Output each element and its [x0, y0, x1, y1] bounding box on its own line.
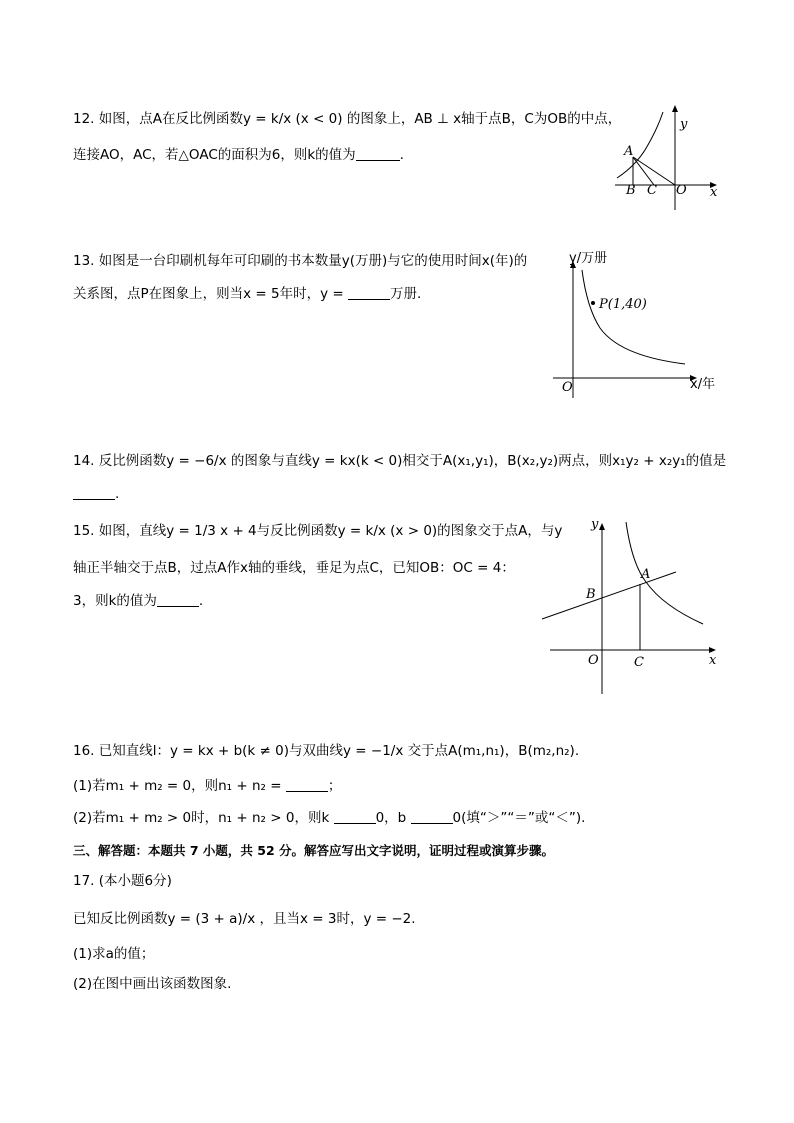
- q13-figure: [545, 248, 725, 403]
- q15-line1: 15. 如图，直线y = 1/3 x + 4与反比例函数y = k/x (x > 0)的图象交于点A，与y: [73, 523, 563, 539]
- q16-line3-text: (2)若m₁ + m₂ > 0时，n₁ + n₂ > 0，则k: [73, 810, 330, 826]
- answer-blank[interactable]: [73, 487, 115, 500]
- answer-blank[interactable]: [411, 811, 453, 824]
- q13-line2: [73, 285, 421, 303]
- y-arrow: [599, 523, 605, 530]
- q15-line3-text: 3，则k的值为: [73, 593, 157, 609]
- q17-title: 17. (本小题6分): [73, 873, 172, 889]
- label-x: x: [710, 185, 718, 200]
- q12-line2: [73, 146, 404, 164]
- q16-line2-text: (1)若m₁ + m₂ = 0，则n₁ + n₂ =: [73, 778, 282, 794]
- label-a: A: [624, 144, 634, 159]
- answer-blank[interactable]: [286, 779, 328, 792]
- label-y: y: [680, 117, 688, 132]
- label-c: C: [634, 655, 644, 670]
- q16-line2: [73, 777, 341, 795]
- q12-line2-text: 连接AO，AC，若△OAC的面积为6，则k的值为: [73, 147, 356, 163]
- q14-line1: 14. 反比例函数y = −6/x 的图象与直线y = kx(k < 0)相交于A(x₁,y₁)，B(x₂,y₂)两点，则x₁y₂ + x₂y₁的值是: [73, 453, 727, 469]
- q17-line1: 已知反比例函数y = (3 + a)/x ，且当x = 3时，y = −2.: [73, 911, 416, 927]
- q16-line3: [73, 809, 585, 827]
- point-p: [591, 301, 595, 305]
- label-p: P(1,40): [599, 297, 647, 312]
- q14-line2: [73, 485, 119, 503]
- q12-line1: 12. 如图，点A在反比例函数y = k/x (x < 0) 的图象上，AB ⊥ x轴于点B，C为OB的中点，: [73, 111, 622, 127]
- q16-line1: 16. 已知直线l：y = kx + b(k ≠ 0)与双曲线y = −1/x 交于点A(m₁,n₁)，B(m₂,n₂).: [73, 743, 580, 759]
- q12-line2-end: .: [399, 147, 404, 163]
- q13-line2-text: 关系图，点P在图象上，则当x = 5年时，y =: [73, 286, 344, 302]
- line: [542, 572, 676, 619]
- answer-blank[interactable]: [157, 594, 199, 607]
- label-c: C: [647, 183, 657, 198]
- q15-line2: 轴正半轴交于点B，过点A作x轴的垂线，垂足为点C，已知OB：OC = 4：: [73, 560, 515, 576]
- answer-blank[interactable]: [348, 287, 390, 300]
- answer-blank[interactable]: [356, 148, 400, 161]
- label-b: B: [586, 587, 596, 602]
- label-y: y: [591, 517, 599, 532]
- q16-line3-end: 0(填“＞”“＝”或“＜”).: [452, 810, 586, 826]
- curve: [582, 270, 685, 364]
- q17-part1: (1)求a的值；: [73, 946, 155, 962]
- label-o: O: [676, 183, 687, 198]
- section-heading: 三、解答题：本题共 7 小题，共 52 分。解答应写出文字说明，证明过程或演算步骤。: [73, 843, 555, 858]
- segment-ao: [633, 157, 675, 185]
- hyperbola: [626, 522, 703, 624]
- q13-line2-end: 万册.: [390, 286, 422, 302]
- y-arrow: [672, 105, 678, 112]
- label-o: O: [588, 653, 599, 668]
- label-yaxis: y/万册: [569, 251, 608, 266]
- label-o: O: [562, 380, 573, 395]
- q12-figure: [605, 100, 730, 215]
- q15-line3-end: .: [198, 593, 204, 609]
- q16-line3-mid: 0，b: [375, 810, 407, 826]
- label-a: A: [641, 567, 651, 582]
- label-xaxis: x/年: [690, 377, 716, 392]
- q15-figure: [538, 514, 726, 699]
- label-x: x: [709, 653, 717, 668]
- q17-part2: (2)在图中画出该函数图象.: [73, 976, 232, 992]
- q15-line3: [73, 592, 203, 610]
- q13-line1: 13. 如图是一台印刷机每年可印刷的书本数量y(万册)与它的使用时间x(年)的: [73, 253, 528, 269]
- q16-line2-end: ；: [327, 778, 342, 794]
- segment-ac: [633, 157, 654, 185]
- answer-blank[interactable]: [334, 811, 376, 824]
- q14-line2-end: .: [115, 486, 120, 502]
- label-b: B: [626, 183, 636, 198]
